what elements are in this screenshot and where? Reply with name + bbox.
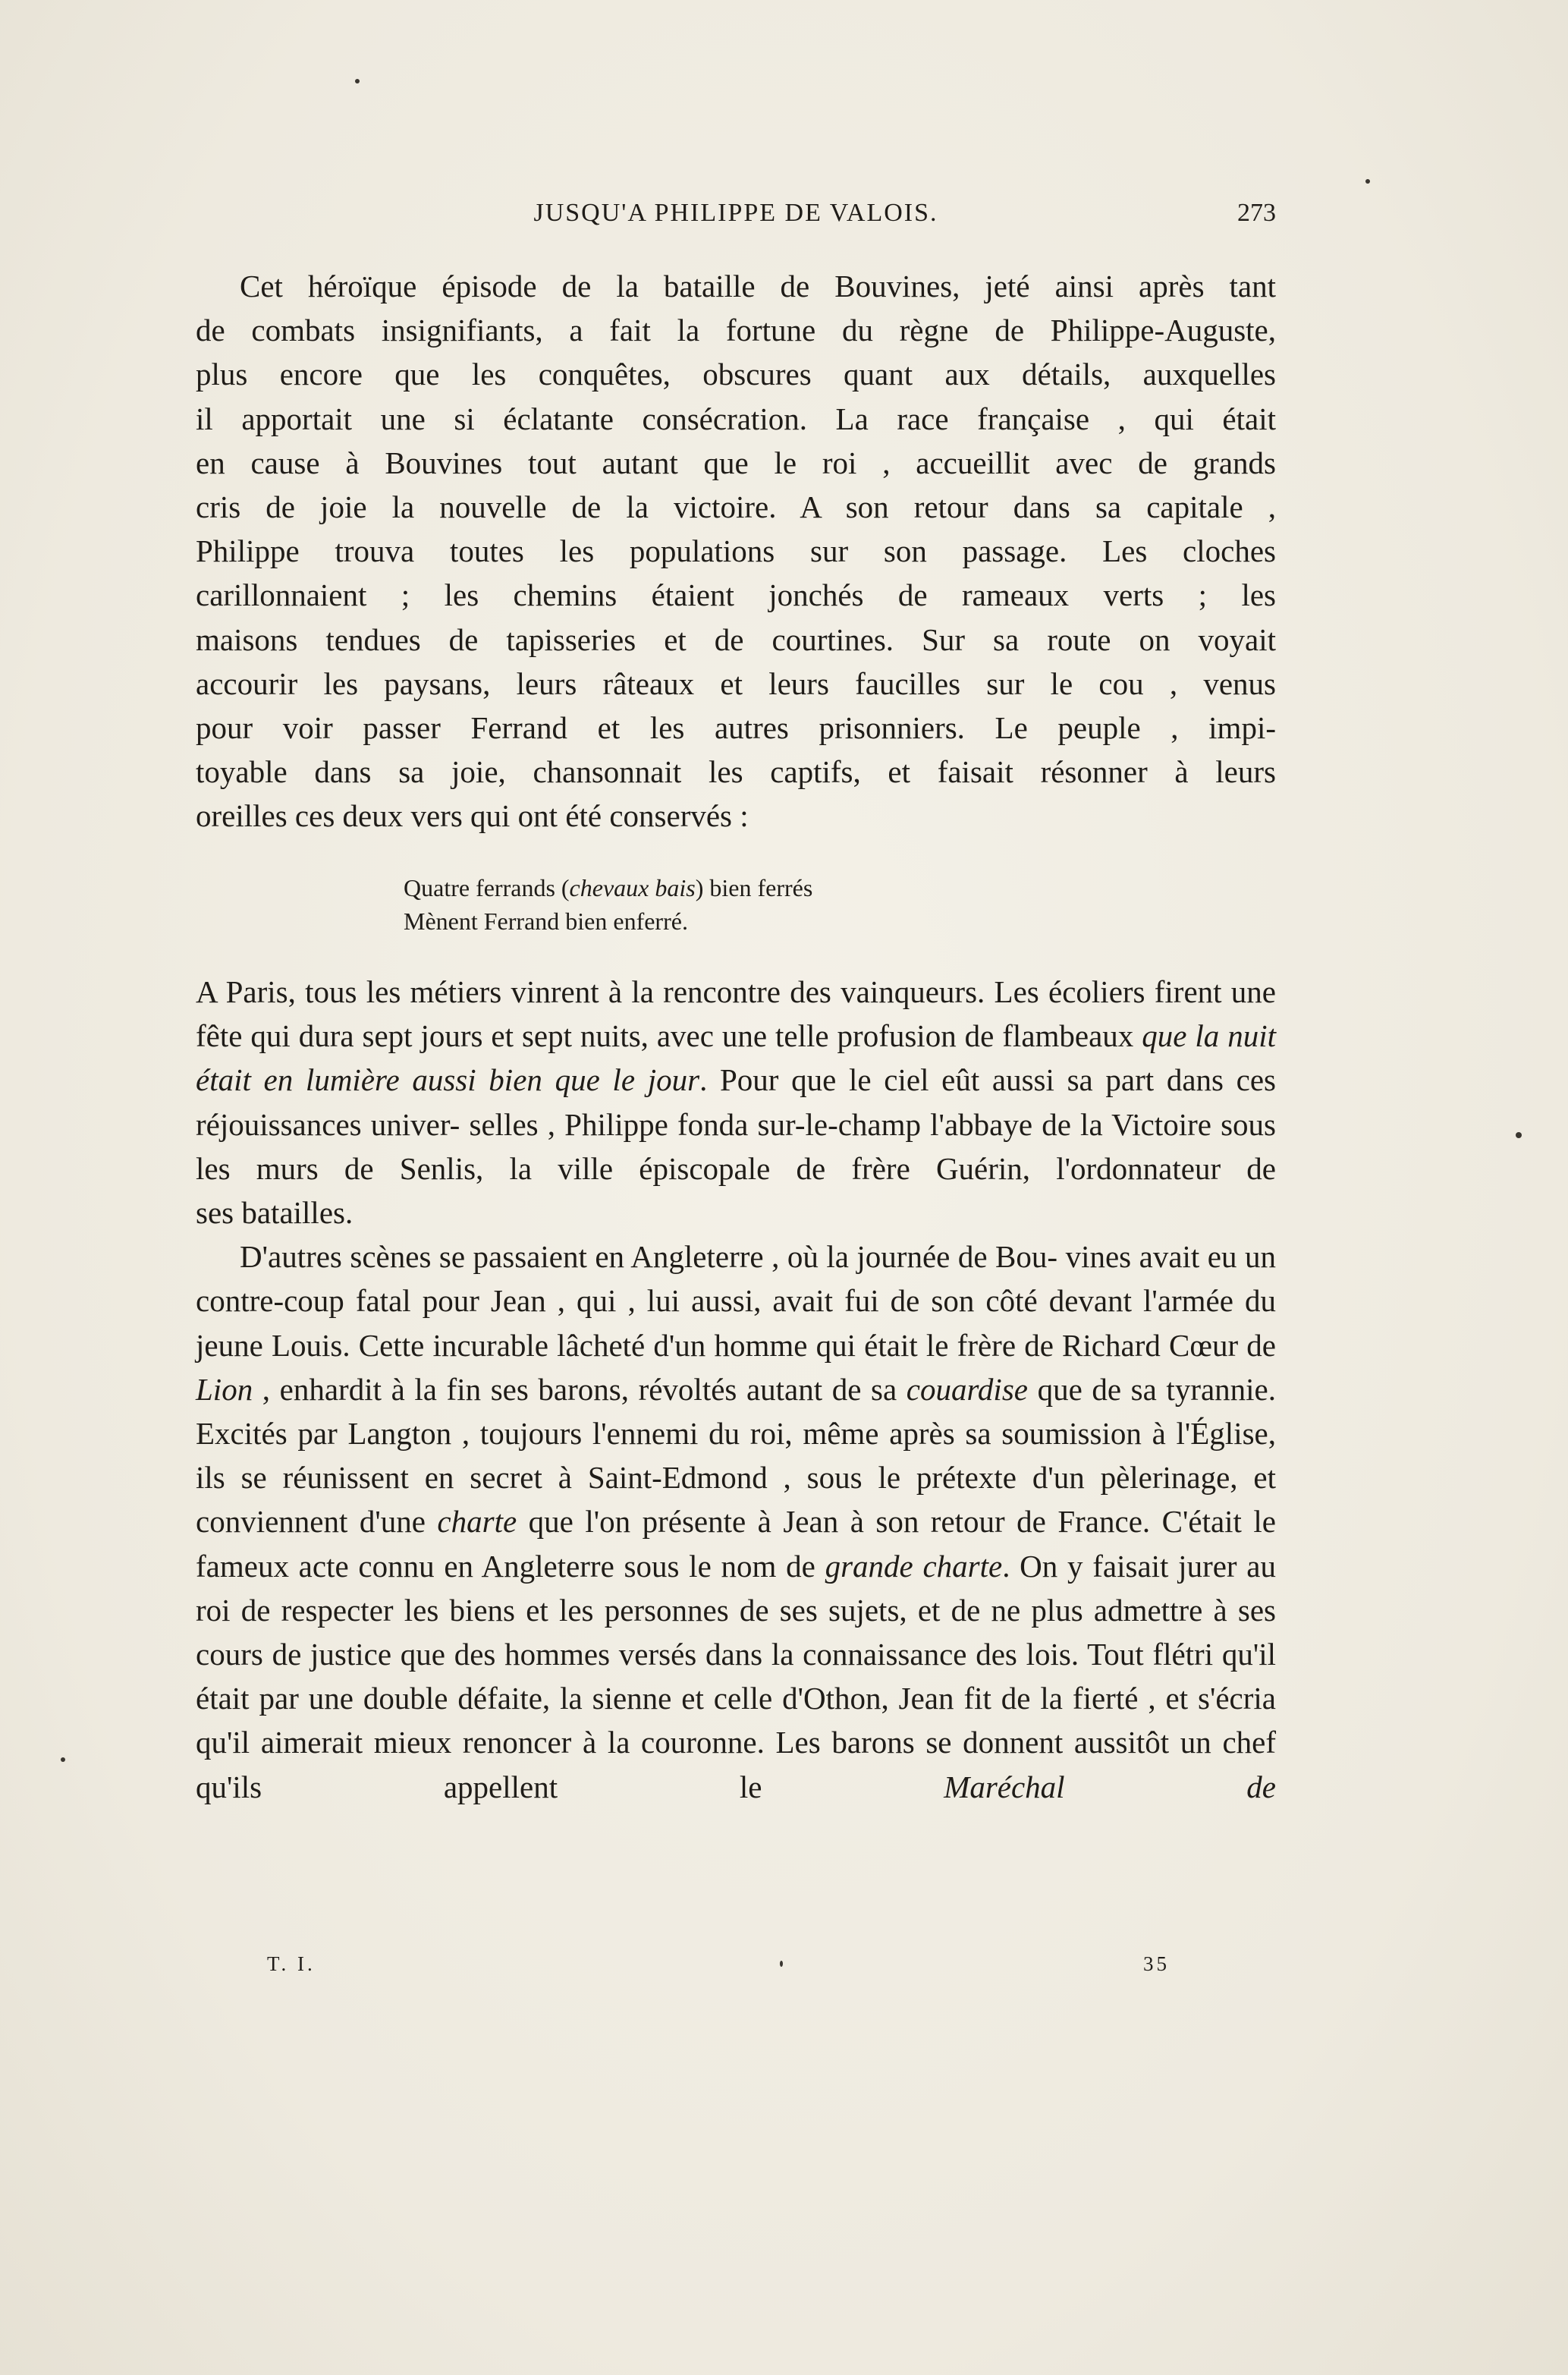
text-line: Philippe trouva toutes les populations sur son passage. Les cloches [196, 533, 1276, 569]
text-line: , enhardit à la fin [253, 1371, 482, 1407]
page-number: 273 [1237, 199, 1276, 227]
verse-text: ) bien ferrés [695, 874, 813, 901]
running-title: JUSQU'A PHILIPPE DE VALOIS. [533, 199, 938, 227]
text-line: sous le nom de [624, 1548, 825, 1584]
text-line: que l'on présente à Jean [517, 1504, 839, 1540]
text-line: que de sa tyrannie. Excités [196, 1371, 1277, 1452]
verse-italic-text: chevaux bais [569, 874, 696, 901]
volume-signature: T. I. [267, 1952, 316, 1975]
text-line: de son côté devant l'armée du jeune Louis. Cette incurable lâcheté d'un [196, 1283, 1276, 1363]
text-line: fit de la fierté , et s'écria qu'il aimerait mieux renoncer à la couronne. [196, 1681, 1277, 1760]
paper-speck [1365, 179, 1370, 184]
italic-text: Lion [196, 1371, 253, 1407]
text-line: . Pour que le ciel eût aussi sa part dans ces réjouissances univer- [196, 1062, 1277, 1142]
italic-text: que la nuit était en lumière aussi bien que le [196, 1018, 1276, 1098]
text-line: par Langton , toujours l'ennemi du roi, même après sa soumission à [297, 1416, 1166, 1452]
text-line: plus encore que les conquêtes, obscures quant aux détails, auxquelles [196, 357, 1276, 392]
italic-text: jour [647, 1062, 700, 1098]
text-line: Les barons se donnent aussitôt un chef qu'ils appellent le [196, 1725, 1277, 1804]
text-line: d'un pèlerinage, et conviennent d'une [196, 1460, 1277, 1540]
verse-line-1 [404, 871, 812, 904]
paper-speck [61, 1757, 65, 1762]
text-line: oreilles ces deux vers qui ont été conservés : [196, 798, 749, 834]
text-line: pour voir passer Ferrand et les autres prisonniers. Le peuple , impi- [196, 710, 1276, 746]
text-line: flétri qu'il était par une double défaite, la sienne et celle d'Othon, Jean [196, 1637, 1277, 1716]
verse-quotation [404, 871, 812, 938]
verse-text: Quatre ferrands ( [404, 874, 570, 901]
sheet-signature: 35 [1143, 1952, 1170, 1975]
paragraph-3 [196, 1235, 1276, 1809]
italic-text: charte [437, 1504, 517, 1540]
running-header [196, 199, 1276, 229]
text-line: carillonnaient ; les chemins étaient jonchés de rameaux verts ; les [196, 577, 1276, 613]
text-line: A Paris, tous les métiers vinrent à la rencontre des vainqueurs. Les [196, 974, 1039, 1009]
text-line: écoliers firent une fête qui dura sept jours et sept nuits, avec une telle [196, 974, 1277, 1054]
text-line: Cet héroïque épisode de la bataille de Bouvines, jeté ainsi après tant [240, 269, 1276, 304]
text-line: de combats insignifiants, a fait la fortune du règne de Philippe-Auguste, [196, 313, 1276, 348]
italic-text: grande charte [825, 1548, 1003, 1584]
paragraph-2 [196, 970, 1276, 1191]
text-line: murs de Senlis, la ville épiscopale de frère Guérin, l'ordonnateur de [256, 1150, 1276, 1186]
text-line: l'Église, ils se réunissent en secret à Saint-Edmond , sous le prétexte [196, 1416, 1276, 1496]
text-line: D'autres scènes se passaient en Angleterre , où la journée de Bou- [240, 1239, 1058, 1275]
paper-speck [780, 1961, 783, 1967]
text-line: en cause à Bouvines tout autant que le roi , accueillit avec de grands [196, 445, 1276, 480]
body-continuation [196, 970, 1276, 1809]
text-line: ses barons, révoltés autant de sa [490, 1371, 907, 1407]
paragraph-2-last-line [196, 1191, 1276, 1235]
text-line: . On y faisait jurer au roi de respecter les [196, 1548, 1276, 1628]
text-line: ses batailles. [196, 1195, 354, 1231]
text-line: à son retour de France. C'était le fameux acte connu en Angleterre [196, 1504, 1277, 1584]
text-line: cris de joie la nouvelle de la victoire. A son retour dans sa capitale , [196, 489, 1276, 525]
footer-signatures [267, 1952, 1170, 1980]
text-line: maisons tendues de tapisseries et de courtines. Sur sa route on voyait [196, 621, 1276, 657]
text-line: biens et les personnes de ses sujets, et de ne plus admettre à ses cours [196, 1592, 1276, 1672]
text-line: il apportait une si éclatante consécration. La race française , qui était [196, 401, 1276, 436]
text-line: profusion de flambeaux [837, 1018, 1142, 1054]
paper-speck [355, 79, 360, 83]
text-line: accourir les paysans, leurs râteaux et leurs faucilles sur le cou , venus [196, 665, 1276, 701]
text-line: de justice que des hommes versés dans la connaissance des lois. Tout [272, 1637, 1144, 1672]
text-line: homme qui était le frère de Richard Cœur de [714, 1327, 1276, 1363]
paper-speck [1516, 1132, 1522, 1138]
text-line: vines avait eu un contre-coup fatal pour Jean , qui , lui aussi, avait fui [196, 1239, 1277, 1319]
italic-text: couardise [906, 1371, 1028, 1407]
italic-text: Maréchal de [944, 1769, 1276, 1804]
paragraph-1 [196, 264, 1276, 838]
text-line: toyable dans sa joie, chansonnait les captifs, et faisait résonner à leurs [196, 754, 1276, 790]
verse-line-2: Mènent Ferrand bien enferré. [404, 908, 688, 935]
text-line: selles , Philippe fonda sur-le-champ l'abbaye de la Victoire sous les [196, 1106, 1277, 1186]
